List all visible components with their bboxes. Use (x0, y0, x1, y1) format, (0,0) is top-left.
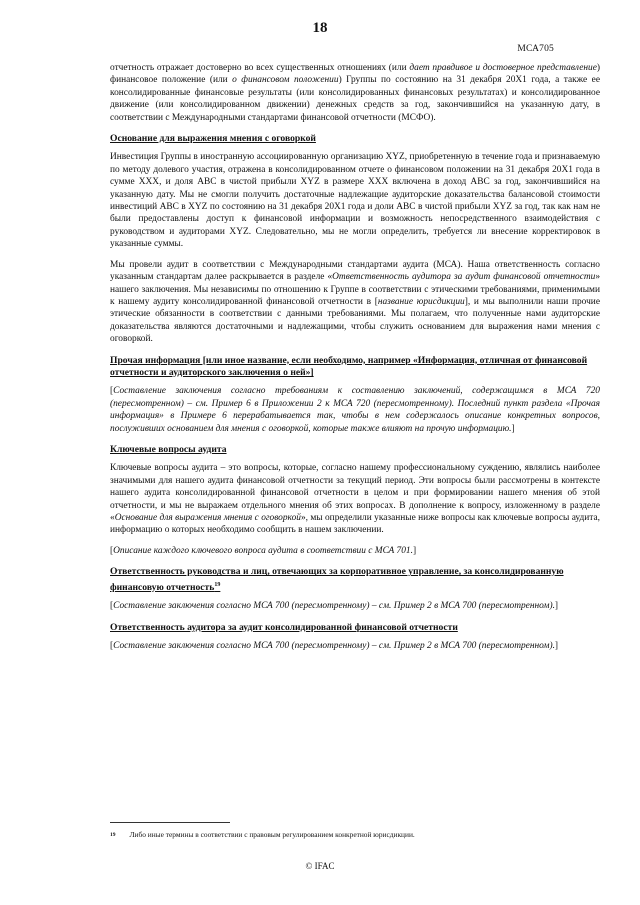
footnote-text: Либо иные термины в соответствии с правовым регулированием конкретной юрисдикции. (129, 830, 415, 839)
footnote-separator (110, 822, 230, 823)
auditor-responsibility-heading: Ответственность аудитора за аудит консолидированной финансовой отчетности (110, 621, 458, 633)
footnote (110, 830, 600, 840)
document-body (110, 62, 600, 660)
intro-paragraph: отчетность отражает достоверно во всех существенных отношениях (или дает правдивое и достоверное представление) финансовое положение (или о финансовом положении) Группы по состоянию на 31 декабря 20X1 года, а также ее консолидированные финансовые результаты (или консолидированных финансовых результатах) и консолидированное движение (или консолидированном движении) денежных средств за год, закончившийся на указанную дату, в соответствии с Международными стандартами финансовой отчетности (МСФО). (110, 63, 601, 123)
basis-paragraph-1: Инвестиция Группы в иностранную ассоциированную организацию XYZ, приобретенную в течение года и признаваемую по методу долевого участия, отражена в консолидированном отчете о финансовом положении на 31 декабря 20X1 года в сумме XXX, и доля ABC в чистой прибыли XYZ в размере XXX включена в доход ABC за год, закончившийся на указанную дату. Мы не смогли получить достаточные надлежащие аудиторские доказательства балансовой стоимости инвестиций ABC в XYZ по состоянию на 31 декабря 20X1 года и доли ABC в чистой прибыли XYZ за год, так как нам не были предоставлены доступ к финансовой информации и возможность непосредственного взаимодействия с руководством и аудиторами XYZ. Следовательно, мы не могли определить, требуется ли внесение корректировок в указанные суммы. (110, 152, 600, 250)
other-info-note: [Составление заключения согласно требованиям к составлению заключений, содержащимся в МСА 720 (пересмотренном) – см. Пример 6 в Приложении 2 к МСА 720 (пересмотренному). Последний пункт раздела «Прочая информация» в Примере 6 перерабатывается так, чтобы в нем содержалось описание конкретных вопросов, послуживших основанием для мнения с оговоркой, которые также влияют на прочую информацию.] (110, 386, 600, 434)
kam-note: [Описание каждого ключевого вопроса аудита в соответствии с МСА 701.] (110, 545, 417, 556)
kam-paragraph: Ключевые вопросы аудита – это вопросы, которые, согласно нашему профессиональному суждению, являлись наиболее значимыми для нашего аудита финансовой отчетности за текущий период. Эти вопросы были рассмотрены в контексте нашего аудита консолидированной финансовой отчетности в целом и при формировании нашего мнения об этой отчетности, и мы не выражаем отдельного мнения об этих вопросах. В дополнение к вопросу, изложенному в разделе «Основание для выражения мнения с оговоркой», мы определили указанные ниже вопросы как ключевые вопросы аудита, информацию о которых необходимо сообщить в нашем заключении. (110, 463, 600, 536)
standard-code: МСА705 (517, 44, 554, 54)
mgmt-note: [Составление заключения согласно МСА 700 (пересмотренному) – см. Пример 2 в МСА 700 (пересмотренном).] (110, 601, 559, 612)
copyright: © IFAC (305, 861, 335, 871)
page-number: 18 (312, 20, 328, 36)
footnote-ref: 19 (214, 581, 221, 588)
basis-paragraph-2: Мы провели аудит в соответствии с Международными стандартами аудита (МСА). Наша ответственность согласно указанным стандартам далее раскрывается в разделе «Ответственность аудитора за аудит финансовой отчетности» нашего заключения. Мы независимы по отношению к Группе в соответствии с этическими требованиями, применимыми к нашему аудиту консолидированной финансовой отчетности в [название юрисдикции], и мы выполнили наши прочие этические обязанности в соответствии с данными требованиями. Мы полагаем, что полученные нами аудиторские доказательства являются достаточными и надлежащими, чтобы служить основанием для выражения нами мнения с оговоркой. (110, 259, 600, 345)
mgmt-responsibility-heading: Ответственность руководства и лиц, отвечающих за корпоративное управление, за консолидированную финансовую отчетность$^{19}$ (110, 566, 564, 593)
kam-heading: Ключевые вопросы аудита (110, 443, 227, 455)
other-info-heading: Прочая информация [или иное название, если необходимо, например «Информация, отличная от финансовой отчетности и аудиторского заключения о ней»] (110, 354, 588, 378)
footnote-number: 19 (110, 832, 116, 838)
basis-heading: Основание для выражения мнения с оговоркой (110, 133, 316, 145)
auditor-note: [Составление заключения согласно МСА 700 (пересмотренному) – см. Пример 2 в МСА 700 (пересмотренном).] (110, 641, 559, 652)
